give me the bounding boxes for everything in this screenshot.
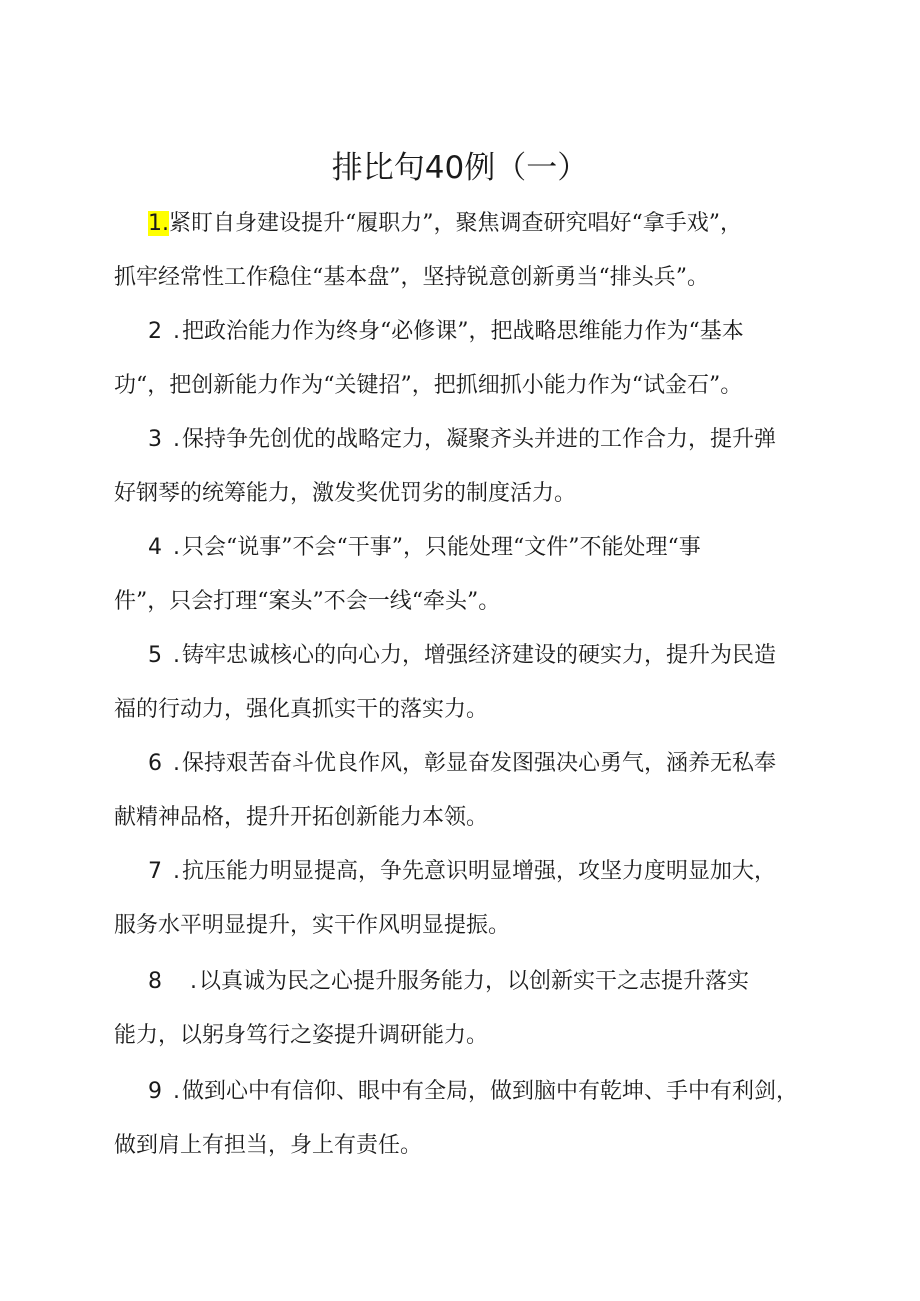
item-text-line2: 件”，只会打理“案头”不会一线“牵头”。 [114, 589, 501, 614]
item-text-line1: 做到心中有信仰、眼中有全局，做到脑中有乾坤、手中有利剑， [181, 1079, 798, 1104]
item-text-line2: 功“，把创新能力作为“关键招”，把抓细抓小能力作为“试金石”。 [114, 373, 743, 398]
list-item [114, 1065, 814, 1173]
page-title: 排比句40例（一） [331, 150, 589, 186]
list-item [114, 629, 814, 737]
item-text-line2: 献精神品格，提升开拓创新能力本领。 [114, 805, 489, 830]
item-text-line1: 只会“说事”不会“干事”，只能处理“文件”不能处理“事 [181, 535, 701, 560]
item-text-line2: 能力，以躬身笃行之姿提升调研能力。 [114, 1023, 489, 1048]
item-number: 7 . [148, 859, 182, 884]
item-text-line2: 好钢琴的统筹能力，激发奖优罚劣的制度活力。 [114, 481, 577, 506]
list-item [114, 305, 814, 413]
item-text-line2: 福的行动力，强化真抓实干的落实力。 [114, 697, 489, 722]
item-number: 1. [148, 211, 169, 236]
item-text-line1: 紧盯自身建设提升“履职力”，聚焦调查研究唱好“拿手戏”， [169, 211, 742, 236]
list-item [114, 521, 814, 629]
item-text-line2: 做到肩上有担当，身上有责任。 [114, 1133, 423, 1158]
item-number: 8 [148, 969, 164, 994]
item-text-line2: 服务水平明显提升，实干作风明显提振。 [114, 913, 511, 938]
item-number: 4 . [148, 535, 182, 560]
list-item [114, 413, 814, 521]
list-item [114, 737, 814, 845]
item-number: 3 . [148, 427, 182, 452]
list-item [114, 955, 814, 1063]
item-text-line1: 把政治能力作为终身“必修课”，把战略思维能力作为“基本 [181, 319, 744, 344]
item-text-line2: 抓牢经常性工作稳住“基本盘”，坚持锐意创新勇当“排头兵”。 [114, 265, 709, 290]
item-text-line1: 保持艰苦奋斗优良作风，彰显奋发图强决心勇气，涵养无私奉 [181, 751, 776, 776]
item-number: 9 . [148, 1079, 182, 1104]
item-text-line1: 以真诚为民之心提升服务能力，以创新实干之志提升落实 [199, 969, 750, 994]
item-number-dot: . [190, 969, 199, 994]
item-text-line1: 铸牢忠诚核心的向心力，增强经济建设的硬实力，提升为民造 [181, 643, 776, 668]
item-number: 6 . [148, 751, 182, 776]
list-item [114, 845, 814, 953]
item-text-line1: 保持争先创优的战略定力，凝聚齐头并进的工作合力，提升弹 [181, 427, 776, 452]
list-item [114, 197, 814, 305]
item-text-line1: 抗压能力明显提高，争先意识明显增强，攻坚力度明显加大， [181, 859, 776, 884]
item-number: 5 . [148, 643, 182, 668]
item-number: 2 . [148, 319, 182, 344]
